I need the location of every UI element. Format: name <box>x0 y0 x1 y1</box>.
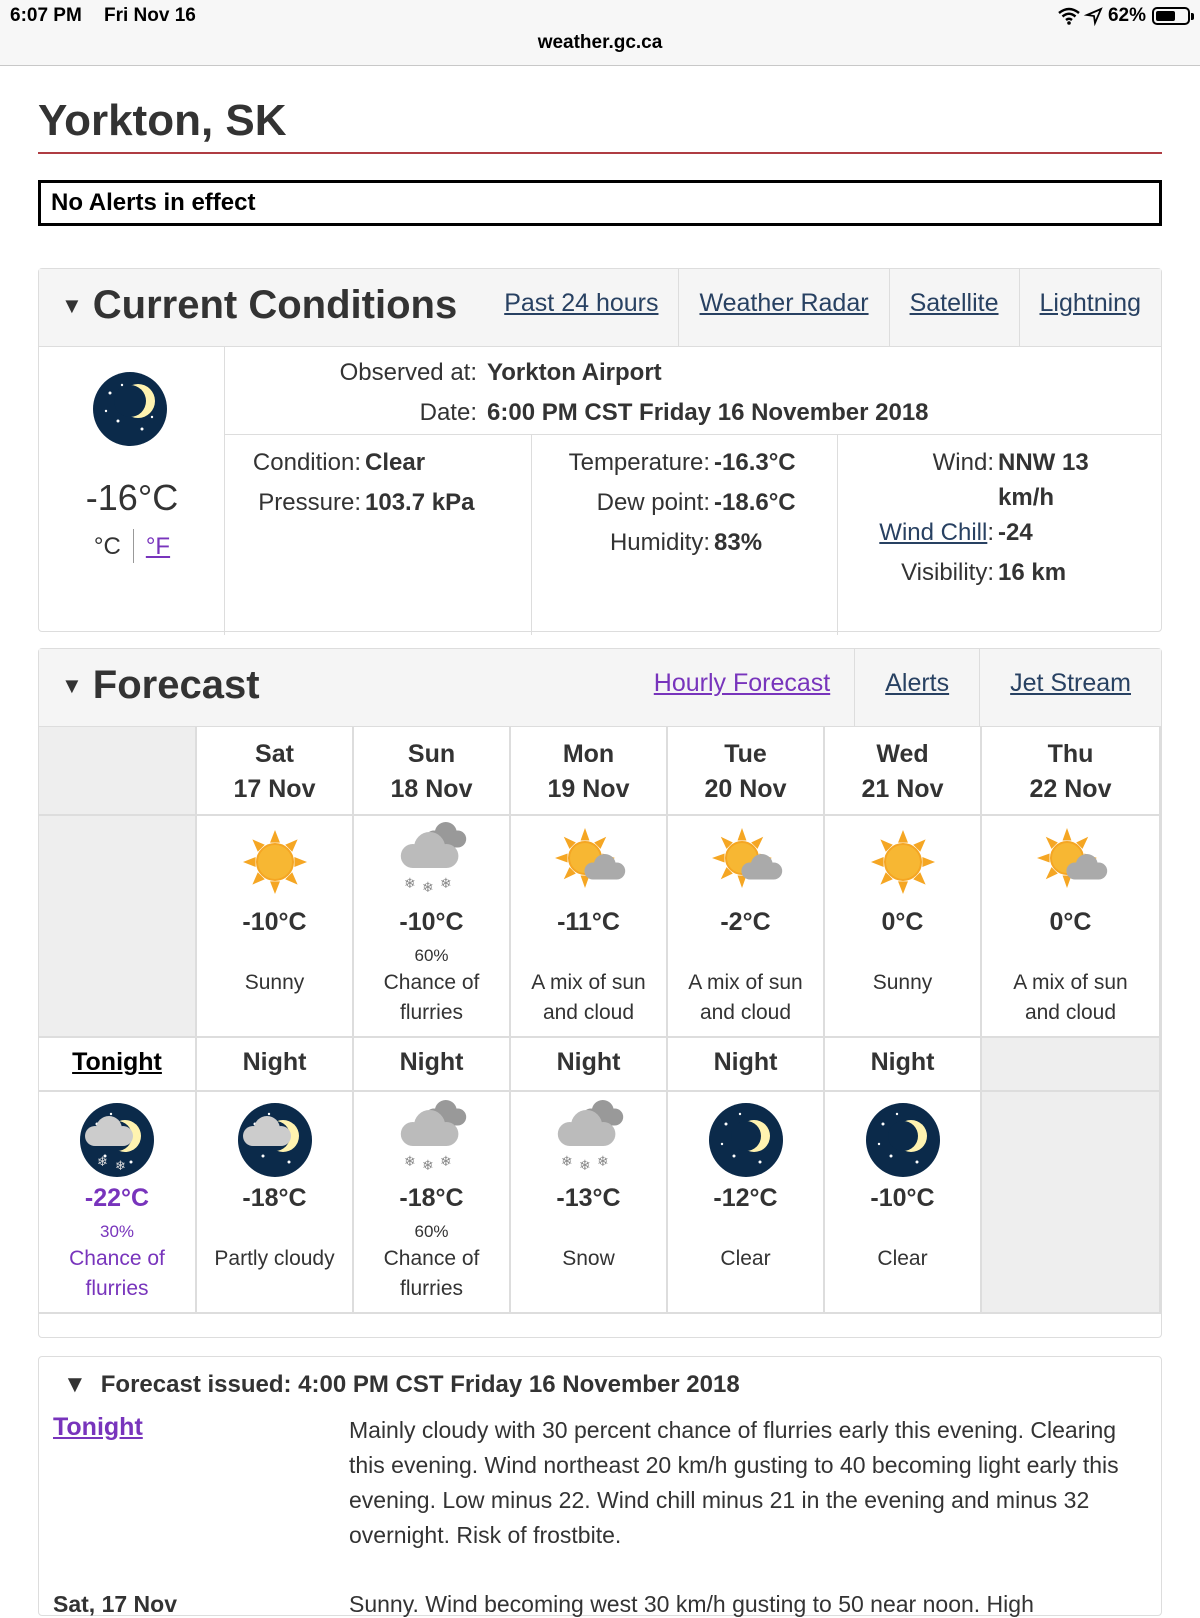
caret-down-icon: ▼ <box>61 292 83 318</box>
day-desc: Sunny <box>244 971 305 994</box>
day-temp: -10°C <box>399 908 464 936</box>
svg-text:❄: ❄ <box>439 875 452 891</box>
tonight-cell <box>39 1092 197 1314</box>
night-pop: 30% <box>99 1222 135 1241</box>
past-24-hours-link[interactable]: Past 24 hours <box>504 289 659 317</box>
cloud-snow-icon <box>394 824 470 900</box>
sun-icon <box>865 824 941 900</box>
night-desc: Clear <box>877 1247 928 1270</box>
night-label: Night <box>713 1048 778 1076</box>
unit-toggle <box>39 533 225 563</box>
weather-radar-link[interactable]: Weather Radar <box>678 269 888 347</box>
sun-cloud-icon <box>1033 824 1109 900</box>
cloud-snow-icon <box>551 1102 627 1178</box>
day-date: 20 Nov <box>704 775 787 803</box>
moon-cloud-snow-icon <box>79 1102 155 1178</box>
status-indicators <box>1058 5 1190 27</box>
condition-label: Condition: <box>252 449 361 476</box>
unit-celsius: °C <box>93 533 121 560</box>
night-label: Night <box>556 1048 621 1076</box>
night-header <box>511 1038 668 1092</box>
night-label: Night <box>399 1048 464 1076</box>
day-name: Tue <box>724 740 767 768</box>
svg-text:❄: ❄ <box>421 1157 434 1173</box>
svg-text:❄: ❄ <box>115 1158 126 1173</box>
sun-cloud-icon <box>551 824 627 900</box>
alert-banner[interactable]: No Alerts in effect <box>38 180 1162 226</box>
forecast-day-cell <box>982 816 1161 1038</box>
temperature-value: -16.3°C <box>714 449 796 476</box>
humidity-label: Humidity: <box>609 529 710 556</box>
night-desc: Snow <box>562 1247 615 1270</box>
night-cell <box>825 1092 982 1314</box>
forecast-details <box>38 1356 1162 1616</box>
moon-clear-icon <box>92 371 168 447</box>
moon-clear-icon <box>708 1102 784 1178</box>
night-desc: Clear <box>720 1247 771 1270</box>
day-temp: 0°C <box>1049 908 1092 936</box>
day-date: 18 Nov <box>390 775 473 803</box>
svg-text:❄: ❄ <box>403 875 416 891</box>
forecast-title[interactable]: ▼ Forecast <box>61 663 260 707</box>
wind-chill-value: -24 <box>998 519 1033 546</box>
day-temp: -10°C <box>242 908 307 936</box>
night-header <box>825 1038 982 1092</box>
next-period-text: Sunny. Wind becoming west 30 km/h gusting to 50 near noon. High <box>349 1591 1034 1617</box>
night-cell <box>511 1092 668 1314</box>
night-desc: Chance of flurries <box>383 1247 480 1300</box>
current-conditions-panel <box>38 268 1162 632</box>
day-pop: 60% <box>414 946 449 965</box>
wind-value: NNW 13 <box>998 449 1089 476</box>
svg-text:❄: ❄ <box>578 1157 591 1173</box>
condition-value: Clear <box>365 449 426 476</box>
forecast-day-header <box>511 727 668 816</box>
tonight-link[interactable]: Tonight <box>72 1048 162 1076</box>
wifi-icon <box>1058 7 1080 25</box>
conditions-column-2 <box>531 435 837 635</box>
alerts-link[interactable]: Alerts <box>854 649 979 727</box>
page-title: Yorkton, SK <box>38 96 287 145</box>
conditions-column-3: Wind: NNW 13 km/h Wind Chill: -24 Visibility: 16 km <box>837 435 1161 635</box>
forecast-day-cell <box>668 816 825 1038</box>
wind-chill-link[interactable]: Wind Chill <box>879 519 988 546</box>
day-date: 17 Nov <box>233 775 316 803</box>
forecast-day-header <box>668 727 825 816</box>
night-cell <box>197 1092 354 1314</box>
forecast-links <box>630 649 1161 727</box>
day-temp: -2°C <box>720 908 771 936</box>
title-divider <box>38 152 1162 154</box>
night-label: Night <box>242 1048 307 1076</box>
pressure-label: Pressure: <box>258 489 361 516</box>
wind-value-unit: km/h <box>998 484 1055 511</box>
humidity-value: 83% <box>714 529 763 556</box>
night-label: Night <box>870 1048 935 1076</box>
night-cell <box>354 1092 511 1314</box>
day-name: Mon <box>562 740 615 768</box>
date-value: 6:00 PM CST Friday 16 November 2018 <box>487 399 929 426</box>
hourly-forecast-link[interactable]: Hourly Forecast <box>653 669 831 697</box>
forecast-issued-heading[interactable]: ▼ Forecast issued: 4:00 PM CST Friday 16 November 2018 <box>63 1371 740 1398</box>
forecast-day-cell <box>825 816 982 1038</box>
battery-icon <box>1152 7 1190 25</box>
forecast-panel <box>38 648 1162 1338</box>
night-temp: -12°C <box>713 1184 778 1212</box>
night-header <box>668 1038 825 1092</box>
tonight-period-link[interactable]: Tonight <box>53 1413 143 1441</box>
day-name: Sat <box>255 740 294 768</box>
moon-cloud-icon <box>237 1102 313 1178</box>
status-time: 6:07 PM <box>10 5 82 26</box>
pressure-value: 103.7 kPa <box>365 489 475 516</box>
empty-cell <box>982 1092 1161 1314</box>
temperature-label: Temperature: <box>568 449 710 476</box>
tonight-forecast-text: Mainly cloudy with 30 percent chance of flurries early this evening. Clearing this evening. Wind northeast 20 km/h gusting to 40 becoming light early this evening. Low minus 22. Wind chill minus 21 in the evening and minus 32 overnight. Risk of frostbite. <box>349 1417 1119 1548</box>
day-temp: 0°C <box>881 908 924 936</box>
observed-value: Yorkton Airport <box>487 359 662 386</box>
caret-down-icon: ▼ <box>61 672 83 698</box>
day-date: 21 Nov <box>861 775 944 803</box>
location-arrow-icon <box>1086 8 1102 24</box>
day-temp: -11°C <box>557 908 620 936</box>
next-period-label: Sat, 17 Nov <box>53 1591 177 1617</box>
day-desc: A mix of sun and cloud <box>1013 971 1128 1024</box>
observed-label: Observed at: <box>339 359 477 386</box>
visibility-value: 16 km <box>998 559 1067 586</box>
wind-label: Wind: <box>932 449 994 476</box>
forecast-day-header <box>982 727 1161 816</box>
observation-info <box>225 347 1161 435</box>
night-desc: Partly cloudy <box>214 1247 335 1270</box>
night-cell <box>668 1092 825 1314</box>
status-bar <box>0 0 1200 66</box>
battery-percent: 62% <box>1107 5 1146 26</box>
caret-down-icon: ▼ <box>63 1371 87 1398</box>
day-desc: Chance of flurries <box>383 971 480 1024</box>
dewpoint-value: -18.6°C <box>714 489 796 516</box>
svg-text:❄: ❄ <box>421 879 434 895</box>
day-name: Wed <box>876 740 929 768</box>
cloud-snow-icon <box>394 1102 470 1178</box>
night-temp: -22°C <box>84 1184 150 1212</box>
forecast-header <box>39 649 1161 727</box>
day-name: Sun <box>407 740 456 768</box>
current-summary <box>39 347 225 635</box>
forecast-day-cell <box>197 816 354 1038</box>
sun-icon <box>237 824 313 900</box>
night-desc: Chance of flurries <box>69 1247 165 1300</box>
tonight-header <box>39 1038 197 1092</box>
unit-fahrenheit-link[interactable]: °F <box>145 533 171 560</box>
dewpoint-label: Dew point: <box>596 489 710 516</box>
table-corner <box>39 816 197 1038</box>
forecast-day-header <box>354 727 511 816</box>
day-name: Thu <box>1047 740 1094 768</box>
empty-cell <box>982 1038 1161 1092</box>
sun-cloud-icon <box>708 824 784 900</box>
svg-text:❄: ❄ <box>439 1153 452 1169</box>
day-desc: A mix of sun and cloud <box>688 971 803 1024</box>
day-date: 19 Nov <box>547 775 630 803</box>
status-date: Fri Nov 16 <box>104 5 196 26</box>
svg-text:❄: ❄ <box>403 1153 416 1169</box>
forecast-day-header <box>825 727 982 816</box>
forecast-day-cell <box>511 816 668 1038</box>
night-temp: -10°C <box>870 1184 935 1212</box>
forecast-day-header <box>197 727 354 816</box>
svg-text:❄: ❄ <box>596 1153 609 1169</box>
day-date: 22 Nov <box>1029 775 1112 803</box>
night-temp: -18°C <box>242 1184 307 1212</box>
table-corner <box>39 727 197 816</box>
night-header <box>354 1038 511 1092</box>
date-label: Date: <box>419 399 477 426</box>
current-conditions-header <box>39 269 1161 347</box>
url-bar[interactable]: weather.gc.ca <box>537 32 663 53</box>
night-temp: -13°C <box>556 1184 621 1212</box>
current-links <box>484 269 1161 347</box>
night-header <box>197 1038 354 1092</box>
svg-text:❄: ❄ <box>560 1153 573 1169</box>
visibility-label: Visibility: <box>901 559 994 586</box>
night-pop: 60% <box>414 1222 449 1241</box>
night-temp: -18°C <box>399 1184 464 1212</box>
day-desc: Sunny <box>872 971 933 994</box>
day-desc: A mix of sun and cloud <box>531 971 646 1024</box>
svg-text:❄: ❄ <box>97 1154 108 1169</box>
satellite-link[interactable]: Satellite <box>889 269 1019 347</box>
moon-clear-icon <box>865 1102 941 1178</box>
conditions-column-1 <box>225 435 531 635</box>
forecast-day-cell <box>354 816 511 1038</box>
current-conditions-title[interactable]: ▼ Current Conditions <box>61 283 458 327</box>
current-temperature: -16°C <box>85 477 179 518</box>
jet-stream-link[interactable]: Jet Stream <box>979 649 1161 727</box>
lightning-link[interactable]: Lightning <box>1019 269 1161 347</box>
